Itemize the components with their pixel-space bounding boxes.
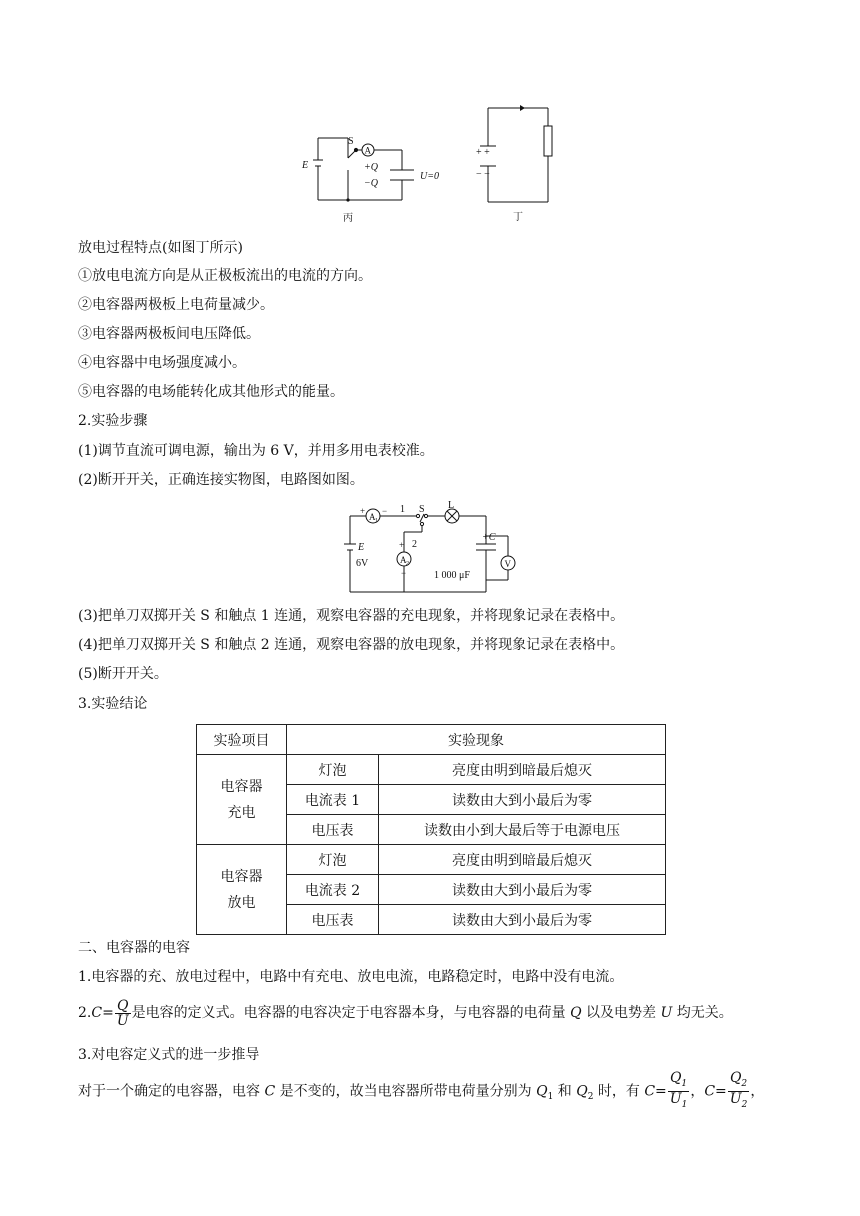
fig-ding-caption: 丁: [513, 212, 523, 223]
step-4: (4)把单刀双掷开关 S 和触点 2 连通，观察电容器的放电现象，并将现象记录在表格中。: [78, 637, 625, 653]
figure-bing-circuit: [296, 130, 456, 226]
step-1: (1)调节直流可调电源，输出为 6 V，并用多用电表校准。: [78, 443, 434, 459]
fig-bing-ammeter-label: A: [364, 145, 371, 156]
p4-symbol-q1: Q: [536, 1083, 548, 1100]
exp-a2-sub: 2: [406, 561, 409, 567]
p2-symbol-u: U: [660, 1005, 673, 1021]
p2-fraction-denominator: U: [116, 1012, 129, 1029]
p4-equals-1: =: [655, 1083, 667, 1100]
p2-symbol-q: Q: [570, 1005, 582, 1021]
steps-heading: 2.实验步骤: [78, 413, 148, 429]
step-3: (3)把单刀双掷开关 S 和触点 1 连通，观察电容器的充电现象，并将现象记录在表格中。: [78, 608, 625, 624]
header-item: 实验项目: [197, 725, 287, 755]
p2-symbol-c: C: [91, 1005, 103, 1021]
row-name: 灯泡: [287, 755, 379, 785]
p4-fraction-2: [728, 1071, 750, 1112]
row-name: 电流表 1: [287, 785, 379, 815]
fig-bing-s-label: S: [348, 136, 354, 147]
p4-symbol-c2: C: [704, 1083, 716, 1100]
figure-experiment-circuit: [340, 500, 530, 598]
p4-symbol-q2: Q: [576, 1083, 588, 1100]
paragraph-4: [78, 1071, 764, 1114]
group-discharge-line1: 电容器: [220, 868, 263, 885]
p4-fraction-2-denominator: [728, 1092, 750, 1112]
p2-fraction: [115, 999, 131, 1028]
p4-comma: ，: [690, 1083, 705, 1100]
step-5: (5)断开开关。: [78, 666, 168, 682]
discharge-point-1: ①放电电流方向是从正极板流出的电流的方向。: [78, 268, 372, 284]
exp-a2-minus: −: [401, 568, 407, 578]
p2-text-a: 是电容的定义式。电容器的电容决定于电容器本身，与电容器的电荷量: [131, 1005, 571, 1021]
p4-text-c: 和: [553, 1083, 577, 1100]
p2-prefix: 2.: [78, 1005, 92, 1021]
p4-sub-1: 1: [547, 1092, 554, 1103]
group-charge-line1: 电容器: [220, 778, 263, 795]
row-name: 灯泡: [287, 845, 379, 875]
fig-bing-e-label: E: [302, 160, 309, 171]
header-phenomenon: 实验现象: [287, 725, 666, 755]
paragraph-3: 3.对电容定义式的进一步推导: [78, 1047, 260, 1063]
exp-a2-label: A: [400, 555, 407, 565]
p4-text-a: 对于一个确定的电容器，电容: [78, 1083, 265, 1100]
exp-contact-2: 2: [412, 539, 417, 550]
fig-bing-minus-q: −Q: [364, 178, 378, 189]
p4-fraction-2-numerator: [728, 1071, 750, 1092]
row-phenomenon: 读数由大到小最后为零: [379, 785, 666, 815]
exp-a1-sub: 1: [375, 518, 378, 524]
exp-capacitance-label: 1 000 μF: [434, 570, 470, 581]
exp-6v-label: 6V: [356, 558, 369, 569]
table-row: [197, 845, 666, 875]
p4-text-b: 是不变的，故当电容器所带电荷量分别为: [275, 1083, 537, 1100]
p4-f2-u-sub: 2: [741, 1099, 748, 1110]
exp-e-label: E: [358, 542, 365, 553]
step-2: (2)断开开关，正确连接实物图，电路图如图。: [78, 472, 364, 488]
fig-bing-u-label: U=0: [420, 171, 439, 182]
p4-end: ，: [750, 1083, 765, 1100]
p4-f2-q-sub: 2: [741, 1078, 748, 1089]
p2-equals: =: [102, 1005, 114, 1021]
group-charge-item: [197, 755, 287, 845]
p4-text-d: 时，有: [593, 1083, 645, 1100]
exp-switch-label: S: [419, 504, 425, 515]
discharge-point-4: ④电容器中电场强度减小。: [78, 355, 246, 371]
row-phenomenon: 读数由大到小最后为零: [379, 875, 666, 905]
table-row: [197, 755, 666, 785]
row-phenomenon: 亮度由明到暗最后熄灭: [379, 755, 666, 785]
paragraph-2: [78, 997, 733, 1029]
discharge-heading: 放电过程特点(如图丁所示): [78, 240, 243, 256]
p4-fraction-1-denominator: [668, 1092, 690, 1112]
fig-bing-caption: 丙: [343, 213, 353, 224]
p4-equals-2: =: [715, 1083, 727, 1100]
exp-a1-label: A: [369, 512, 376, 522]
exp-lamp-label: L: [448, 500, 455, 511]
p4-f1-q: Q: [669, 1070, 682, 1086]
p4-f1-q-sub: 1: [681, 1078, 688, 1089]
p2-text-b: 以及电势差: [581, 1005, 661, 1021]
paragraph-1: 1.电容器的充、放电过程中，电路中有充电、放电电流，电路稳定时，电路中没有电流。: [78, 969, 624, 985]
fig-bing-plus-q: +Q: [364, 162, 378, 173]
p4-sub-2: 2: [587, 1092, 594, 1103]
row-phenomenon: 读数由大到小最后为零: [379, 905, 666, 935]
p4-symbol-c1: C: [644, 1083, 656, 1100]
experiment-results-table: [196, 724, 666, 935]
p4-f2-q: Q: [729, 1070, 742, 1086]
exp-a1-plus: +: [360, 506, 366, 516]
exp-a2-plus: +: [399, 540, 405, 550]
p4-fraction-1-numerator: [668, 1071, 690, 1092]
section-2-heading: 二、电容器的电容: [78, 940, 190, 956]
row-name: 电流表 2: [287, 875, 379, 905]
group-discharge-line2: 放电: [227, 894, 256, 911]
discharge-point-2: ②电容器两极板上电荷量减少。: [78, 297, 274, 313]
discharge-point-5: ⑤电容器的电场能转化成其他形式的能量。: [78, 384, 344, 400]
p4-f1-u-sub: 1: [681, 1099, 688, 1110]
p4-f1-u: U: [669, 1090, 682, 1107]
discharge-point-3: ③电容器两极板间电压降低。: [78, 326, 260, 342]
group-discharge-item: [197, 845, 287, 935]
table-header-row: [197, 725, 666, 755]
row-name: 电压表: [287, 905, 379, 935]
p2-text-c: 均无关。: [672, 1005, 733, 1021]
row-phenomenon: 亮度由明到暗最后熄灭: [379, 845, 666, 875]
figure-ding-circuit: [474, 100, 562, 228]
p4-symbol-c: C: [264, 1083, 276, 1100]
row-phenomenon: 读数由小到大最后等于电源电压: [379, 815, 666, 845]
conclusion-heading: 3.实验结论: [78, 696, 148, 712]
p4-fraction-1: [668, 1071, 690, 1112]
exp-contact-1: 1: [400, 504, 405, 515]
fig-ding-plus-signs: + +: [476, 147, 490, 158]
exp-a1-minus: −: [382, 506, 388, 516]
row-name: 电压表: [287, 815, 379, 845]
exp-plus-c-label: +C: [482, 532, 496, 543]
fig-ding-minus-signs: − −: [476, 169, 490, 180]
p2-fraction-numerator: Q: [115, 999, 131, 1014]
group-charge-line2: 充电: [227, 804, 256, 821]
exp-voltmeter-label: V: [504, 559, 511, 569]
p4-f2-u: U: [729, 1090, 742, 1107]
